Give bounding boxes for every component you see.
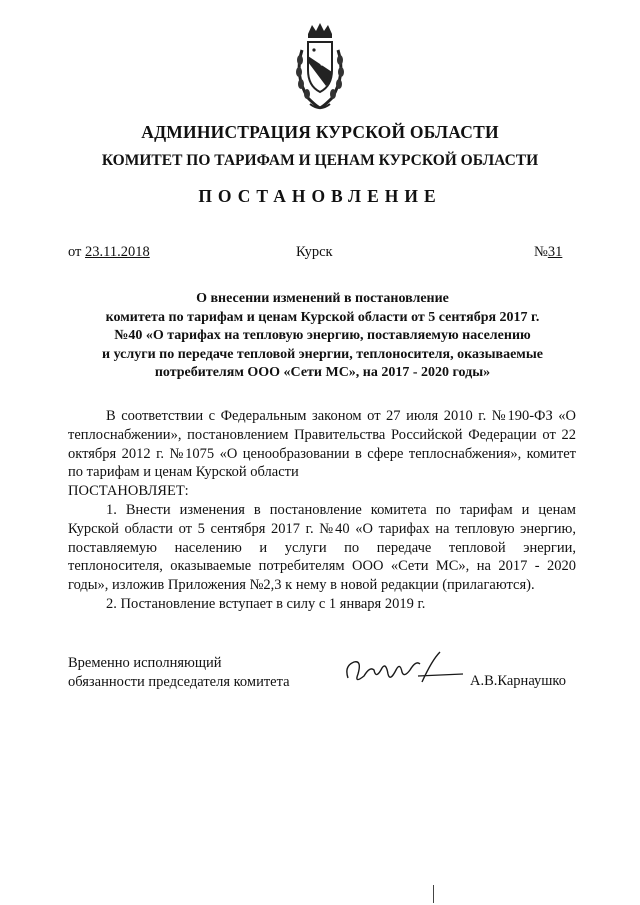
title-line: О внесении изменений в постановление [196,291,449,306]
decree-word: ПОСТАНОВЛЯЕТ: [68,483,189,500]
title-line: потребителям ООО «Сети МС», на 2017 - 2020 годы» [154,365,491,380]
preamble-paragraph: В соответствии с Федеральным законом от 27 июля 2010 г. №190-ФЗ «О теплоснабжении», постановлением Правительства Российской Федерации от 22 октября 2012 г. №1075 «О ценообразовании в сфере теплоснабжения», комитет по тарифам и ценам Курской области [68,408,576,481]
position-line-1: Временно исполняющий [68,655,222,671]
date-value: 23.11.2018 [85,244,150,260]
document-title [70,290,575,383]
item-1-paragraph: 1. Внести изменения в постановление комитета по тарифам и ценам Курской области от 5 сентября 2017 г. №40 «О тарифах на тепловую энергию, поставляемую населению и услуги по передаче тепловой энергии, теплоносителя, оказываемые потребителям ООО «Сети МС», на 2017 - 2020 годы», изложив Приложения №2,3 к нему в новой редакции (прилагаются). [68,501,576,594]
document-city: Курск [296,244,333,260]
title-line: №40 «О тарифах на тепловую энергию, поставляемую населению [114,328,531,343]
title-line: комитета по тарифам и ценам Курской области от 5 сентября 2017 г. [105,309,540,325]
administration-title: АДМИНИСТРАЦИЯ КУРСКОЙ ОБЛАСТИ [141,122,499,142]
signatory-position [68,654,290,692]
document-type: ПОСТАНОВЛЕНИЕ [198,186,442,206]
document-body [68,407,576,614]
scan-mark [433,885,434,903]
date-prefix: от [68,244,82,260]
title-line: и услуги по передаче тепловой энергии, теплоносителя, оказываемые [102,346,543,362]
document-number [534,244,562,261]
signatory-name: А.В.Карнаушко [470,673,566,689]
document-date [68,244,150,261]
number-prefix: № [534,244,548,260]
position-line-2: обязанности председателя комитета [68,674,290,690]
item-2-paragraph: 2. Постановление вступает в силу с 1 января 2019 г. [106,595,426,612]
handwritten-signature-icon [340,648,465,693]
coat-of-arms-icon [288,20,352,112]
number-value: 31 [547,244,563,260]
committee-title: КОМИТЕТ ПО ТАРИФАМ И ЦЕНАМ КУРСКОЙ ОБЛАСТИ [101,152,539,169]
